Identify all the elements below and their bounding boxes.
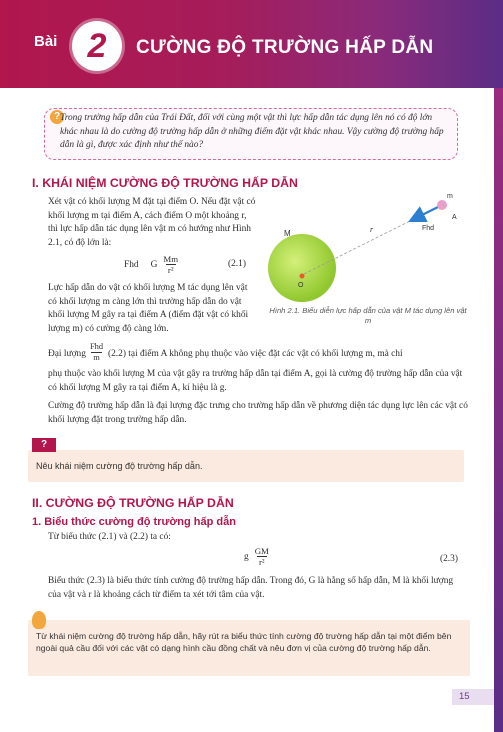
- force-arrow: [412, 206, 440, 220]
- section-1-paragraph-4: Cường độ trường hấp dẫn là đại lượng đặc trưng cho trường hấp dẫn về phương diện tác dụng lực lên các vật có khối lượng đặt trong trường hấp dẫn.: [48, 401, 468, 425]
- figure-caption: Hình 2.1. Biểu diễn lực hấp dẫn của vật M tác dụng lên vật m: [269, 306, 467, 325]
- section-1-paragraph-3-mid: (2.2) tại điểm A không phụ thuộc vào việc đặt các vật có khối lượng m, mà chỉ: [108, 349, 403, 359]
- section-1-paragraph-2: Lực hấp dẫn do vật có khối lượng M tác dụng lên vật có khối lượng m càng lớn thì trường hấp dẫn do vật khối lượng M gây ra tại điểm A (điểm đặt vật có khối lượng m) có cường độ càng lớn.: [48, 283, 249, 334]
- label-O: O: [298, 282, 304, 289]
- section-1-paragraph-3-start: Đại lượng: [48, 349, 86, 359]
- section-2-subheading: 1. Biểu thức cường độ trường hấp dẫn: [32, 516, 236, 528]
- section-2-paragraph-2: Biểu thức (2.3) là biểu thức tính cường độ trường hấp dẫn. Trong đó, G là hằng số hấp dẫn, M là khối lượng của vật và r là khoảng cách từ điểm ta xét tới tâm của vật.: [48, 576, 454, 600]
- section-2-heading: II. CƯỜNG ĐỘ TRƯỜNG HẤP DẪN: [32, 496, 234, 510]
- equation-number-2-3: (2.3): [440, 554, 458, 564]
- ratio-denominator: m: [93, 353, 100, 362]
- page-number: 15: [459, 691, 470, 702]
- intro-text: Trong trường hấp dẫn của Trái Đất, đối với cùng một vật thì lực hấp dẫn tác dụng lên nó có độ lớn khác nhau là do cường độ trường hấp dẫn ở những điểm đặt vật khác nhau. Vậy cường độ trường hấp dẫn là gì, được xác định như thế nào?: [60, 113, 444, 150]
- activity-text: Từ khái niệm cường độ trường hấp dẫn, hãy rút ra biểu thức tính cường độ trường hấp dẫn tại một điểm bên ngoài quả cầu đối với các vật có dạng hình cầu đồng chất và nêu đơn vị của cường độ trường hấp dẫn.: [36, 631, 452, 653]
- label-F: Fhd: [422, 225, 435, 232]
- label-A: A: [452, 214, 457, 221]
- ratio-numerator: Fhd: [90, 342, 104, 351]
- label-M: M: [284, 229, 291, 238]
- formula-denominator: r²: [167, 265, 174, 275]
- mass-M-sphere: [268, 234, 336, 302]
- lightbulb-icon: ?: [50, 110, 64, 124]
- question-badge: ?: [32, 438, 56, 452]
- section-2-paragraph-1: Từ biểu thức (2.1) và (2.2) ta có:: [48, 532, 171, 542]
- question-text: Nêu khái niệm cường độ trường hấp dẫn.: [36, 461, 203, 471]
- ratio-fraction: [88, 342, 105, 363]
- formula-lhs: g: [244, 551, 249, 562]
- formula-2-1: [124, 254, 180, 275]
- lesson-label: Bài: [34, 33, 58, 50]
- formula-denominator: r²: [258, 557, 265, 567]
- equation-number-2-1: (2.1): [228, 259, 246, 269]
- lesson-number-badge: [72, 21, 122, 71]
- formula-numerator: Mm: [163, 254, 179, 264]
- section-1-paragraph-1: Xét vật có khối lượng M đặt tại điểm O. Nếu đặt vật có khối lượng m tại điểm A, cách điểm O một khoảng r, thì lực hấp dẫn tác dụng lên vật m có hướng như Hình 2.1, có độ lớn là:: [48, 197, 256, 248]
- formula-2-3: [244, 546, 271, 567]
- section-1-paragraph-3-end: phụ thuộc vào khối lượng M của vật gây ra trường hấp dẫn tại điểm A, gọi là cường độ trường hấp dẫn của vật có khối lượng M gây ra tại điểm A, kí hiệu là g.: [48, 369, 463, 393]
- side-strip: [494, 88, 503, 732]
- formula-fraction: [161, 254, 180, 275]
- point-O: [300, 274, 305, 279]
- lightbulb-icon: [32, 611, 46, 629]
- label-r: r: [370, 225, 374, 234]
- figure-2-1: [262, 188, 472, 308]
- formula-fraction: [253, 546, 271, 567]
- formula-constant: G: [150, 259, 158, 270]
- section-1-heading: I. KHÁI NIỆM CƯỜNG ĐỘ TRƯỜNG HẤP DẪN: [32, 176, 298, 190]
- lesson-title: CƯỜNG ĐỘ TRƯỜNG HẤP DẪN: [136, 37, 434, 58]
- label-m: m: [447, 193, 453, 200]
- formula-lhs: Fhd: [124, 259, 139, 270]
- formula-numerator: GM: [254, 546, 269, 556]
- lesson-number: 2: [87, 26, 107, 65]
- mass-m-point: [437, 200, 447, 210]
